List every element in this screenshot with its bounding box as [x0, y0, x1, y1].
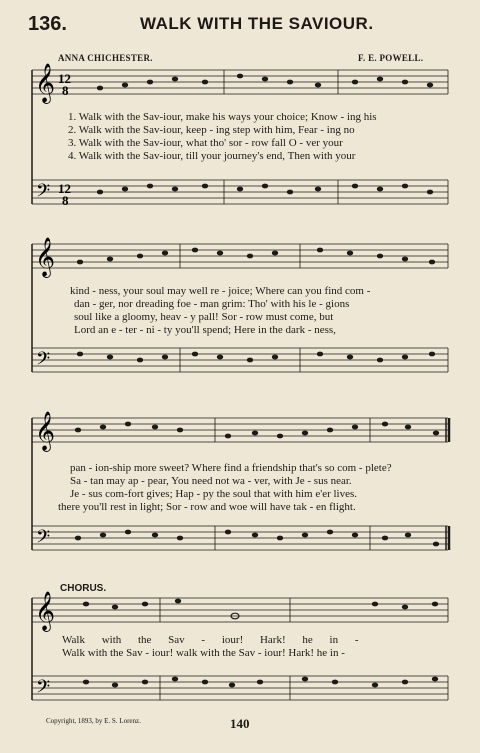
page-number: 140 [230, 716, 250, 731]
lyric-line: there you'll rest in light; Sor - row and woe will have tak - en flight. [58, 501, 356, 513]
lyric-line: Je - sus com-fort gives; Hap - py the soul that with him e'er lives. [70, 488, 358, 500]
bass-clef-icon: 𝄢 [36, 676, 51, 701]
treble-clef-icon: 𝄞 [35, 239, 56, 276]
author-credit: ANNA CHICHESTER. [58, 53, 153, 63]
treble-clef-icon: 𝄞 [35, 593, 56, 630]
lyric-line: Walk with the Sav - iour! Hark! he in - [62, 634, 359, 646]
lyric-line: 2. Walk with the Sav-iour, keep - ing step with him, Fear - ing no [68, 124, 355, 136]
time-signature: 12 [58, 71, 71, 86]
bass-clef-icon: 𝄢 [36, 180, 51, 205]
lyric-line: Walk with the Sav - iour! walk with the Sav - iour! Hark! he in - [62, 647, 345, 659]
chorus-label: CHORUS. [60, 583, 107, 594]
lyric-line: 1. Walk with the Sav-iour, make his ways your choice; Know - ing his [68, 111, 377, 123]
lyric-line: Sa - tan may ap - pear, You need not wa - ver, with Je - sus near. [70, 475, 352, 487]
treble-clef-icon: 𝄞 [35, 65, 56, 102]
lyric-line: kind - ness, your soul may well re - joice; Where can you find com - [70, 285, 371, 297]
lyric-line: 3. Walk with the Sav-iour, what tho' sor - row fall O - ver your [68, 137, 343, 149]
bass-staff [32, 180, 448, 204]
lyric-line: pan - ion-ship more sweet? Where find a friendship that's so com - plete? [70, 462, 392, 474]
svg-text:12: 12 [58, 181, 71, 196]
bass-clef-icon: 𝄢 [36, 526, 51, 551]
lyric-line: Lord an e - ter - ni - ty you'll spend; Here in the dark - ness, [74, 324, 336, 336]
svg-text:8: 8 [62, 193, 69, 208]
copyright-notice: Copyright, 1893, by E. S. Lorenz. [46, 717, 141, 725]
lyric-line: soul like a gloomy, heav - y pall! Sor - row must come, but [74, 311, 334, 323]
composer-credit: F. E. POWELL. [358, 53, 424, 63]
treble-clef-icon: 𝄞 [35, 413, 56, 450]
lyric-line: dan - ger, nor dreading foe - man grim: Tho' with his le - gions [74, 298, 350, 310]
lyric-line: 4. Walk with the Sav-iour, till your journey's end, Then with your [68, 150, 356, 162]
hymn-title: WALK WITH THE SAVIOUR. [140, 14, 374, 33]
bass-clef-icon: 𝄢 [36, 348, 51, 373]
hymn-number: 136. [28, 13, 67, 35]
svg-text:8: 8 [62, 83, 69, 98]
